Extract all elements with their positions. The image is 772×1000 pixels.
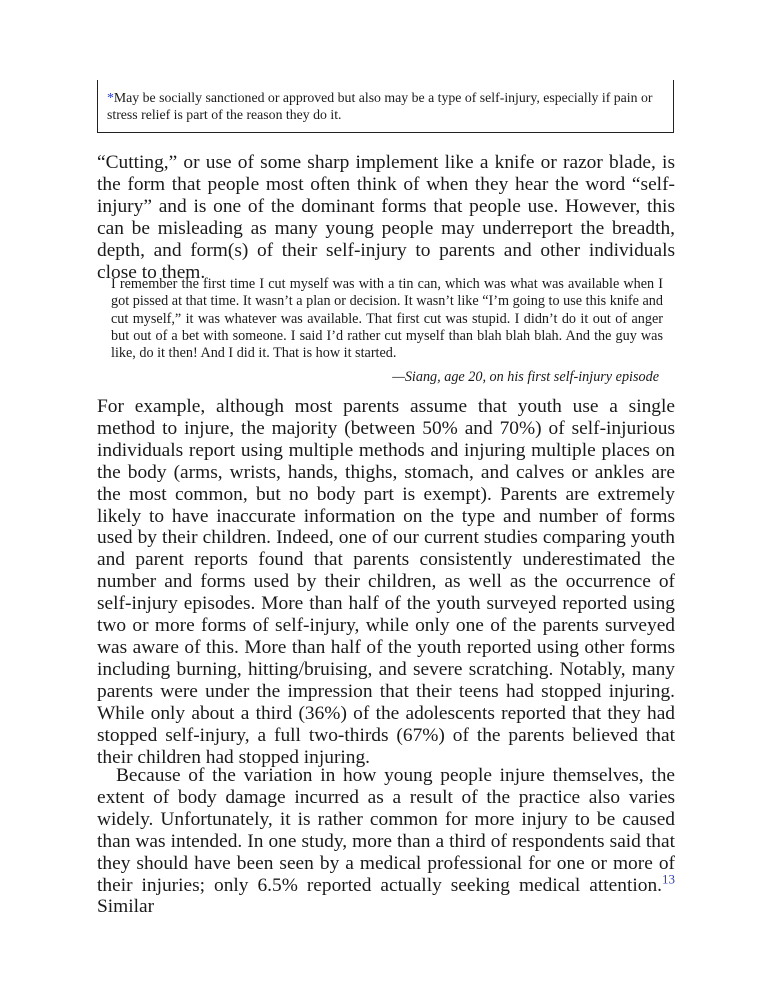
paragraph-text: Because of the variation in how young people injure themselves, the extent of body damage incurred as a result of the practice also varies widely. Unfortunately, it is rather common for more injury to be caused than was intended. In one study, more than a third of respondents said that they should have been seen by a medical professional for one or more of their injuries; only 6.5% reported actually seeking medical attention.: [97, 765, 675, 896]
body-paragraph-multiple-methods: For example, although most parents assume that youth use a single method to injure, the majority (between 50% and 70%) of self-injurious individuals report using multiple methods and injuring multiple places on the body (arms, wrists, hands, thighs, stomach, and calves or ankles are the most common, but no body part is exempt). Parents are extremely likely to have inaccurate information on the type and number of forms used by their children. Indeed, one of our current studies comparing youth and parent reports found that parents consistently underestimated the number and forms used by their children, as well as the occurrence of self-injury episodes. More than half of the youth surveyed reported using two or more forms of self-injury, while only one of the parents surveyed was aware of this. More than half of the youth reported using other forms including burning, hitting/bruising, and severe scratching. Notably, many parents were under the impression that their teens had stopped injuring. While only about a third (36%) of the adolescents reported that they had stopped self-injury, a full two-thirds (67%) of the parents believed that their children had stopped injuring.: [97, 396, 675, 768]
paragraph-text-continued: Similar: [97, 896, 155, 918]
quote-attribution: —Siang, age 20, on his first self-injury episode: [392, 369, 659, 385]
footnote-box: [97, 80, 674, 133]
footnote-text: May be socially sanctioned or approved but also may be a type of self-injury, especially if pain or stress relief is part of the reason they do it.: [107, 90, 653, 122]
body-paragraph-cutting: “Cutting,” or use of some sharp implement like a knife or razor blade, is the form that people most often think of when they hear the word “self-injury” and is one of the dominant forms that people use. However, this can be misleading as many young people may underreport the breadth, depth, and form(s) of their self-injury to parents and other individuals close to them.: [97, 152, 675, 283]
body-paragraph-body-damage: [97, 765, 675, 918]
block-quote: I remember the first time I cut myself was with a tin can, which was what was available when I got pissed at that time. It wasn’t a plan or decision. It wasn’t like “I’m going to use this knife and cut myself,” it was whatever was available. That first cut was stupid. I didn’t do it out of anger but out of a bet with someone. I said I’d rather cut myself than blah blah blah. And the guy was like, do it then! And I did it. That is how it started.: [111, 276, 663, 362]
footnote-reference-link[interactable]: 13: [662, 871, 675, 887]
footnote-marker[interactable]: *: [107, 90, 114, 105]
